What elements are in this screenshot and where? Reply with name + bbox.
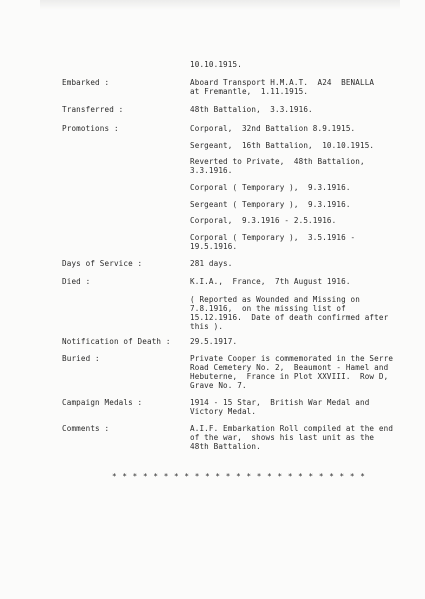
value-died-note-1: ( Reported as Wounded and Missing on bbox=[190, 295, 360, 304]
value-died-note-2: 7.8.1916, on the missing list of bbox=[190, 304, 346, 313]
scan-shadow bbox=[40, 0, 400, 10]
value-died-note-3: 15.12.1916. Date of death confirmed after bbox=[190, 313, 389, 322]
value-comments-1: A.I.F. Embarkation Roll compiled at the end bbox=[190, 424, 394, 433]
value-buried-4: Grave No. 7. bbox=[190, 381, 247, 390]
value-promotion-7a: Corporal ( Temporary ), 3.5.1916 - bbox=[190, 233, 356, 242]
value-buried-3: Hebuterne, France in Plot XXVIII. Row D, bbox=[190, 372, 389, 381]
label-died: Died : bbox=[62, 277, 91, 286]
label-transferred: Transferred : bbox=[62, 105, 124, 114]
value-notification-of-death: 29.5.1917. bbox=[190, 337, 238, 346]
label-campaign-medals: Campaign Medals : bbox=[62, 398, 143, 407]
label-embarked: Embarked : bbox=[62, 78, 110, 87]
value-days-of-service: 281 days. bbox=[190, 259, 233, 268]
value-campaign-medals-1: 1914 - 15 Star, British War Medal and bbox=[190, 398, 370, 407]
value-promotion-4: Corporal ( Temporary ), 9.3.1916. bbox=[190, 183, 351, 192]
label-notification-of-death: Notification of Death : bbox=[62, 337, 171, 346]
value-promotion-6: Corporal, 9.3.1916 - 2.5.1916. bbox=[190, 216, 337, 225]
value-campaign-medals-2: Victory Medal. bbox=[190, 407, 257, 416]
label-days-of-service: Days of Service : bbox=[62, 259, 143, 268]
value-died-note-4: this ). bbox=[190, 322, 224, 331]
value-promotion-5: Sergeant ( Temporary ), 9.3.1916. bbox=[190, 200, 351, 209]
header-line: 10.10.1915. bbox=[190, 60, 242, 69]
value-transferred: 48th Battalion, 3.3.1916. bbox=[190, 105, 313, 114]
footer-star-divider: * * * * * * * * * * * * * * * * * * * * * * * * * bbox=[112, 472, 366, 481]
value-buried-1: Private Cooper is commemorated in the Serre bbox=[190, 354, 394, 363]
value-promotion-3a: Reverted to Private, 48th Battalion, bbox=[190, 157, 365, 166]
value-comments-2: of the war, shows his last unit as the bbox=[190, 433, 375, 442]
label-comments: Comments : bbox=[62, 424, 110, 433]
value-died: K.I.A., France, 7th August 1916. bbox=[190, 277, 351, 286]
value-promotion-7b: 19.5.1916. bbox=[190, 242, 238, 251]
value-embarked-2: at Fremantle, 1.11.1915. bbox=[190, 87, 309, 96]
value-buried-2: Road Cemetery No. 2, Beaumont - Hamel and bbox=[190, 363, 389, 372]
value-promotion-2: Sergeant, 16th Battalion, 10.10.1915. bbox=[190, 141, 375, 150]
label-buried: Buried : bbox=[62, 354, 100, 363]
value-promotion-3b: 3.3.1916. bbox=[190, 166, 233, 175]
value-comments-3: 48th Battalion. bbox=[190, 442, 261, 451]
label-promotions: Promotions : bbox=[62, 124, 119, 133]
value-embarked-1: Aboard Transport H.M.A.T. A24 BENALLA bbox=[190, 78, 375, 87]
value-promotion-1: Corporal, 32nd Battalion 8.9.1915. bbox=[190, 124, 356, 133]
